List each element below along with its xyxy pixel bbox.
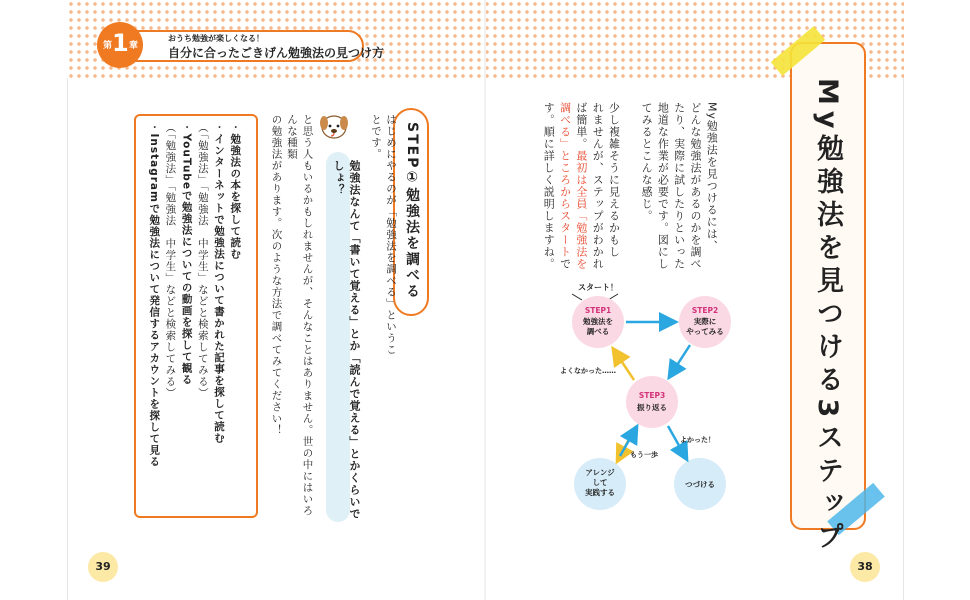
arrange-line3: 実践する xyxy=(585,488,615,497)
list-item-note: （「勉強法」「勉強法 中学生」などと検索してみる） xyxy=(196,122,209,399)
page-gutter xyxy=(484,0,486,600)
intro-line: す。順に詳しく説明しますね。 xyxy=(542,102,556,270)
chapter-label-pre: 第 xyxy=(103,41,113,51)
chapter-number: 1 xyxy=(112,29,129,57)
intro-line: れませんが、ステップがわかれ xyxy=(591,102,605,270)
intro-line: どんな勉強法があるのかを調べ xyxy=(688,102,702,270)
list-item: ・勉強法の本を探して読む xyxy=(229,122,242,260)
intro-line: 地道な作業が必要です。図にし xyxy=(656,102,670,270)
arrow-step3-to-step1 xyxy=(614,350,634,380)
intro-line: My勉強法を見つけるには、 xyxy=(705,102,719,253)
list-item-note: （「勉強法」「勉強法 中学生」などと検索してみる） xyxy=(164,122,177,399)
step2-line2: やってみる xyxy=(686,327,724,336)
step2-tag: STEP2 xyxy=(691,306,719,315)
continue-label: つづける xyxy=(685,480,715,489)
intro-line: ば簡単。最初は全員「勉強法を調べる」ところからスタートで xyxy=(558,102,588,270)
chapter-label-post: 章 xyxy=(128,41,138,51)
step-cycle-diagram xyxy=(560,270,760,520)
body-line: の勉強法があります。次のような方法で調べてみてください！ xyxy=(270,114,283,436)
methods-list xyxy=(146,122,243,512)
page-number-left: 39 xyxy=(88,552,118,582)
intro-line xyxy=(621,102,637,272)
dog-icon xyxy=(319,110,349,142)
arrange-line2: して xyxy=(592,478,608,487)
body-text-first: はじめにやるのが「勉強法を調べる」ということです。 xyxy=(370,114,397,356)
intro-highlight: 最初は全員「勉強法を調べる」ところからスタート xyxy=(558,102,588,270)
body-text-rest xyxy=(268,114,315,524)
good-label: よかった！ xyxy=(680,436,715,444)
step3-line1: 振り返る xyxy=(637,403,667,412)
arrow-step2-to-step3 xyxy=(670,345,690,376)
bad-label: よくなかった…… xyxy=(560,367,616,375)
intro-line: 少し複雑そうに見えるかもし xyxy=(607,102,621,258)
body-line: と思う人もいるかもしれませんが、そんなことはありません。世の中にはいろんな種類 xyxy=(286,114,314,517)
main-title: My勉強法を見つける3ステップ xyxy=(812,78,843,556)
retry-label: もう一歩 xyxy=(630,451,658,459)
list-item: ・Instagramで勉強法について発信するアカウントを探して見る xyxy=(148,122,161,468)
list-item: ・YouTubeで勉強法についての動画を探して観る xyxy=(180,122,193,386)
arrange-line1: アレンジ xyxy=(585,468,615,477)
step1-title: STEP①勉強法を調べる xyxy=(404,122,420,300)
start-label: スタート！ xyxy=(578,283,618,292)
intro-line: てみるとこんな感じ。 xyxy=(640,102,654,222)
step1-tag: STEP1 xyxy=(584,306,612,315)
step3-node xyxy=(626,376,678,428)
step2-line1: 実際に xyxy=(693,317,717,326)
intro-line: たり、実際に試したりといった xyxy=(672,102,686,270)
quote-text: 勉強法なんて「書いて覚える」とか「読んで覚える」とかくらいでしょ？ xyxy=(332,160,361,520)
chapter-badge xyxy=(97,22,143,68)
step3-tag: STEP3 xyxy=(638,391,666,400)
chapter-title: 自分に合ったごきげん勉強法の見つけ方 xyxy=(168,46,385,60)
step1-line1: 勉強法を xyxy=(583,317,613,326)
page-number-right: 38 xyxy=(850,552,880,582)
step1-line2: 調べる xyxy=(586,327,610,336)
intro-text xyxy=(540,102,719,272)
list-item: ・インターネットで勉強法について書かれた記事を探して読む xyxy=(213,122,226,444)
chapter-subtitle: おうち勉強が楽しくなる！ xyxy=(168,34,264,43)
